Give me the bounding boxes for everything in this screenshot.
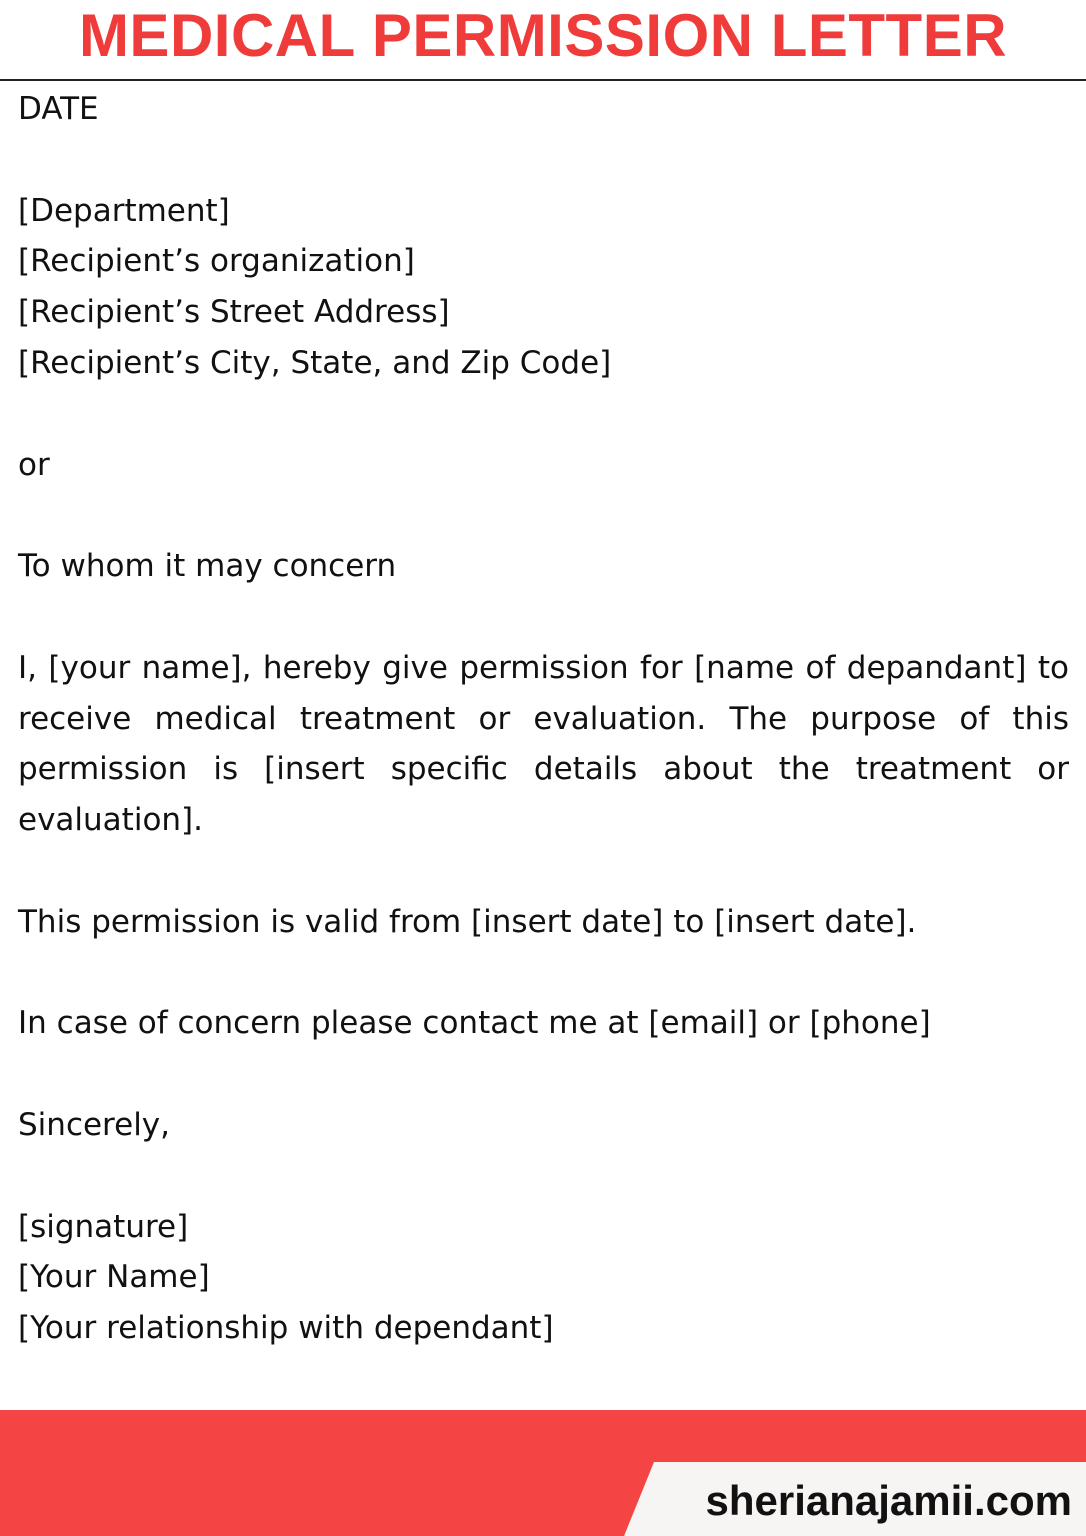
letter-title: MEDICAL PERMISSION LETTER: [78, 2, 1008, 69]
spacer: [18, 135, 1069, 186]
validity-line: This permission is valid from [insert date] to [insert date].: [18, 903, 917, 940]
salutation: To whom it may concern: [18, 548, 397, 585]
closing: Sincerely,: [18, 1106, 171, 1143]
spacer: [18, 1049, 1069, 1100]
contact-line: In case of concern please contact me at [email] or [phone]: [18, 1005, 931, 1042]
address-organization: [Recipient’s organization]: [18, 243, 415, 280]
address-city-state-zip: [Recipient’s City, State, and Zip Code]: [18, 344, 612, 381]
spacer: [18, 846, 1069, 897]
spacer: [18, 389, 1069, 440]
spacer: [18, 1151, 1069, 1202]
signer-name-line: [Your Name]: [18, 1259, 210, 1296]
letter-body: [18, 84, 1069, 1354]
signature-line: [signature]: [18, 1208, 189, 1245]
website-label: sherianajamii.com: [705, 1477, 1072, 1524]
or-line: or: [18, 446, 50, 483]
spacer: [18, 592, 1069, 643]
address-street: [Recipient’s Street Address]: [18, 294, 450, 331]
date-line: DATE: [18, 91, 99, 127]
spacer: [18, 948, 1069, 999]
title-divider: [0, 79, 1086, 81]
permission-paragraph: I, [your name], hereby give permission for [name of depandant] to receive medical treatment or evaluation. The purpose of this permission is [insert specific details about the treatment or evaluation].: [18, 649, 1069, 839]
spacer: [18, 490, 1069, 541]
signer-relationship-line: [Your relationship with dependant]: [18, 1310, 554, 1347]
address-department: [Department]: [18, 192, 230, 229]
